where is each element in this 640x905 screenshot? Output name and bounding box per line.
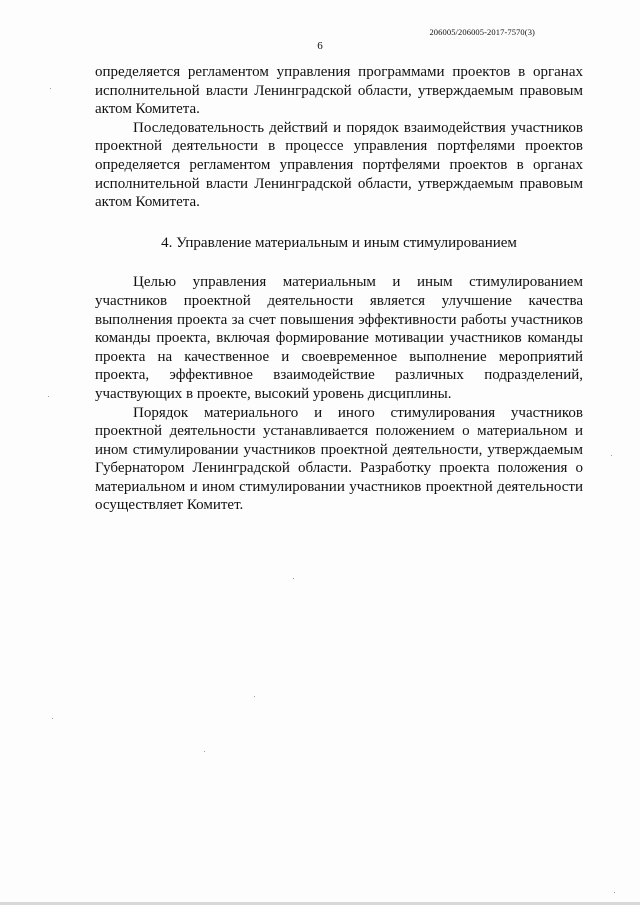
paragraph-portfolio-management: Последовательность действий и порядок взаимодействия участников проектной деятельности в процессе управления портфелями проектов определяется регламентом управления портфелями проектов в органах исполнительной власти Ленинградской области, утверждаемым правовым актом Комитета. — [95, 119, 583, 211]
paragraph-stimulation-goal: Целью управления материальным и иным стимулированием участников проектной деятельности является улучшение качества выполнения проекта за счет повышения эффективности работы участников команды проекта, включая формирование мотивации участников команды проекта на качественное и своевременное выполнение мероприятий проекта, эффективное взаимодействие различных подразделений, участвующих в проекте, высокий уровень дисциплины. — [95, 274, 583, 402]
document-body — [95, 63, 583, 515]
section-title: 4. Управление материальным и иным стимулированием — [161, 234, 517, 251]
scan-speck — [52, 718, 53, 719]
scan-speck — [254, 696, 255, 697]
document-code: 206005/206005-2017-7570(3) — [429, 27, 535, 37]
scan-speck — [614, 892, 615, 893]
scan-speck — [611, 455, 612, 456]
scan-speck — [50, 88, 51, 89]
paragraph-stimulation-order: Порядок материального и иного стимулирования участников проектной деятельности устанавливается положением о материальном и ином стимулировании участников проектной деятельности, утверждаемым Губернатором Ленинградской области. Разработку проекта положения о материальном и ином стимулировании участников проектной деятельности осуществляет Комитет. — [95, 404, 583, 514]
scan-speck — [293, 578, 294, 579]
scan-speck — [48, 396, 49, 397]
paragraph-continuation: определяется регламентом управления программами проектов в органах исполнительной власти Ленинградской области, утверждаемым правовым актом Комитета. — [95, 64, 583, 118]
scan-speck — [204, 751, 205, 752]
page-number: 6 — [317, 40, 323, 52]
